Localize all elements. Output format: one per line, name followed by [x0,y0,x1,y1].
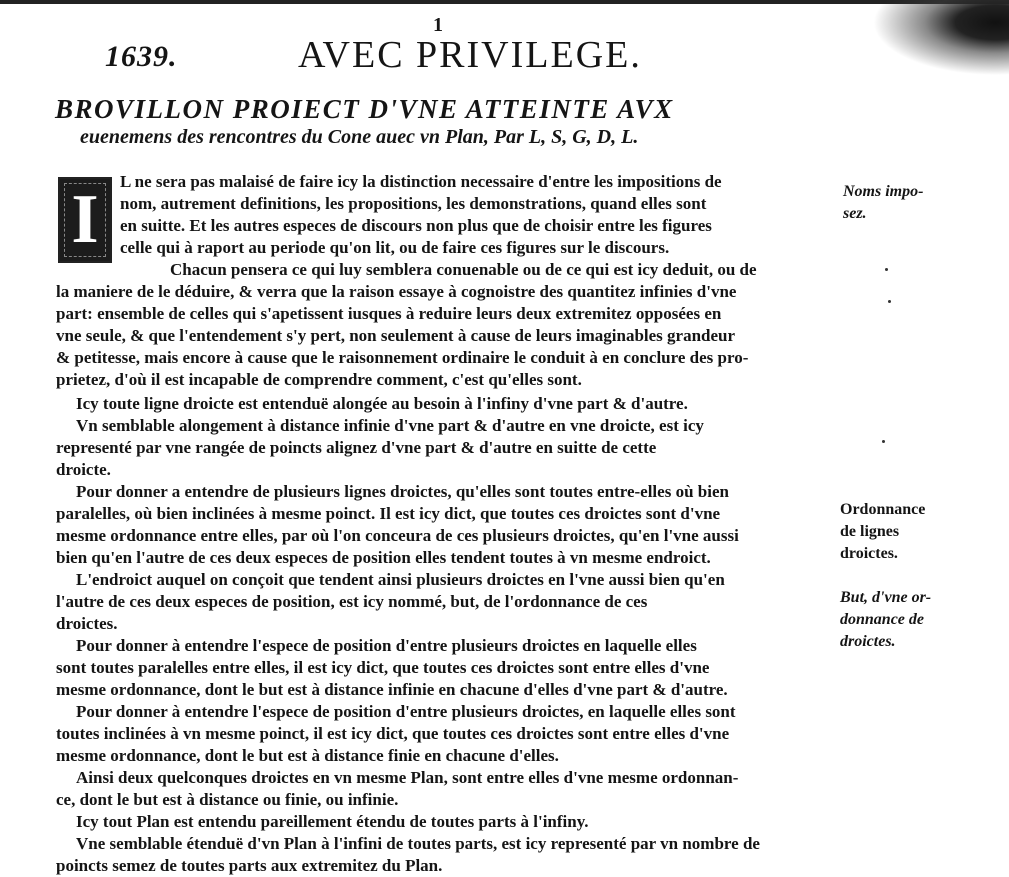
body-line: mesme ordonnance, dont le but est à distance infinie en chacune d'elles d'vne part & d'autre. [56,680,728,699]
body-line: L ne sera pas malaisé de faire icy la distinction necessaire d'entre les impositions de [120,172,722,191]
dropcap-letter: I [71,181,99,258]
body-line: & petitesse, mais encore à cause que le raisonnement ordinaire le conduit à en conclure des pro- [56,348,749,367]
body-line: en suitte. Et les autres especes de discours non plus que de choisir entre les figures [120,216,712,235]
document-subtitle: euenemens des rencontres du Cone auec vn Plan, Par L, S, G, D, L. [80,126,639,148]
page-header-title: AVEC PRIVILEGE. [298,34,642,76]
margin-note-ordonnance: de lignes [840,523,900,540]
ornamental-dropcap [58,177,112,263]
body-line: l'autre de ces deux especes de position, est icy nommé, but, de l'ordonnance de ces [56,592,648,611]
scan-speck [888,300,891,303]
body-line: mesme ordonnance entre elles, par où l'on conceura de ces plusieurs droictes, qu'en l'vne aussi [56,526,739,545]
body-line: Icy toute ligne droicte est entenduë alongée au besoin à l'infiny d'vne part & d'autre. [76,394,688,413]
body-line: L'endroict auquel on conçoit que tendent ainsi plusieurs droictes en l'vne aussi bien qu'en [76,570,725,589]
body-line: ce, dont le but est à distance ou finie, ou infinie. [56,790,399,809]
body-line: Icy tout Plan est entendu pareillement étendu de toutes parts à l'infiny. [76,812,589,831]
body-line: Pour donner a entendre de plusieurs lignes droictes, qu'elles sont toutes entre-elles où bien [76,482,729,501]
body-line: la maniere de le déduire, & verra que la raison essaye à cognoistre des quantitez infinies d'vne [56,282,737,301]
body-line: Chacun pensera ce qui luy semblera conuenable ou de ce qui est icy deduit, ou de [170,260,757,279]
body-line: paralelles, où bien inclinées à mesme poinct. Il est icy dict, que toutes ces droictes sont d'vne [56,504,721,523]
body-line: Pour donner à entendre l'espece de position d'entre plusieurs droictes en laquelle elles [76,636,697,655]
body-line: prietez, d'où il est incapable de comprendre comment, c'est qu'elles sont. [56,370,582,389]
body-line: Vne semblable étenduë d'vn Plan à l'infini de toutes parts, est icy representé par vn nombre de [76,834,760,853]
margin-note-ordonnance: Ordonnance [840,501,926,518]
margin-note-but: But, d'vne or- [840,589,932,606]
body-line: Vn semblable alongement à distance infinie d'vne part & d'autre en vne droicte, est icy [76,416,704,435]
margin-note-but: donnance de [840,611,924,628]
body-line: mesme ordonnance, dont le but est à distance finie en chacune d'elles. [56,746,559,765]
year: 1639. [105,40,178,73]
body-line: droictes. [56,614,118,633]
margin-note-but: droictes. [840,633,896,650]
dropcap-ornament [64,183,106,257]
body-line: droicte. [56,460,111,479]
body-line: vne seule, & que l'entendement s'y pert, non seulement à cause de leurs imaginables grandeur [56,326,736,345]
body-line: bien qu'en l'autre de ces deux especes de position elles tendent toutes à vn mesme endroict. [56,548,711,567]
document-title: BROVILLON PROIECT D'VNE ATTEINTE AVX [55,94,674,124]
scan-speck [885,268,888,271]
margin-note-ordonnance: droictes. [840,545,898,562]
body-line: Pour donner à entendre l'espece de position d'entre plusieurs droictes, en laquelle elles sont [76,702,736,721]
body-line: representé par vne rangée de poincts alignez d'vne part & d'autre en suitte de cette [56,438,657,457]
body-line: toutes inclinées à vn mesme poinct, il est icy dict, que toutes ces droictes sont entre elles d'vne [56,724,730,743]
scan-speck [882,440,885,443]
page-number: 1 [433,14,443,36]
page-corner-stain [839,0,1009,90]
body-line: sont toutes paralelles entre elles, il est icy dict, que toutes ces droictes sont entre elles d'vne [56,658,710,677]
margin-note-noms: Noms impo- [843,183,924,200]
body-line: nom, autrement definitions, les propositions, les demonstrations, quand elles sont [120,194,707,213]
body-line: Ainsi deux quelconques droictes en vn mesme Plan, sont entre elles d'vne mesme ordonnan- [76,768,739,787]
body-line: poincts semez de toutes parts aux extremitez du Plan. [56,856,443,875]
body-line: part: ensemble de celles qui s'apetissent iusques à reduire leurs deux extremitez opposées en [56,304,722,323]
body-line: celle qui à raport au periode qu'on lit, ou de faire ces figures sur le discours. [120,238,670,257]
margin-note-noms: sez. [843,205,867,222]
